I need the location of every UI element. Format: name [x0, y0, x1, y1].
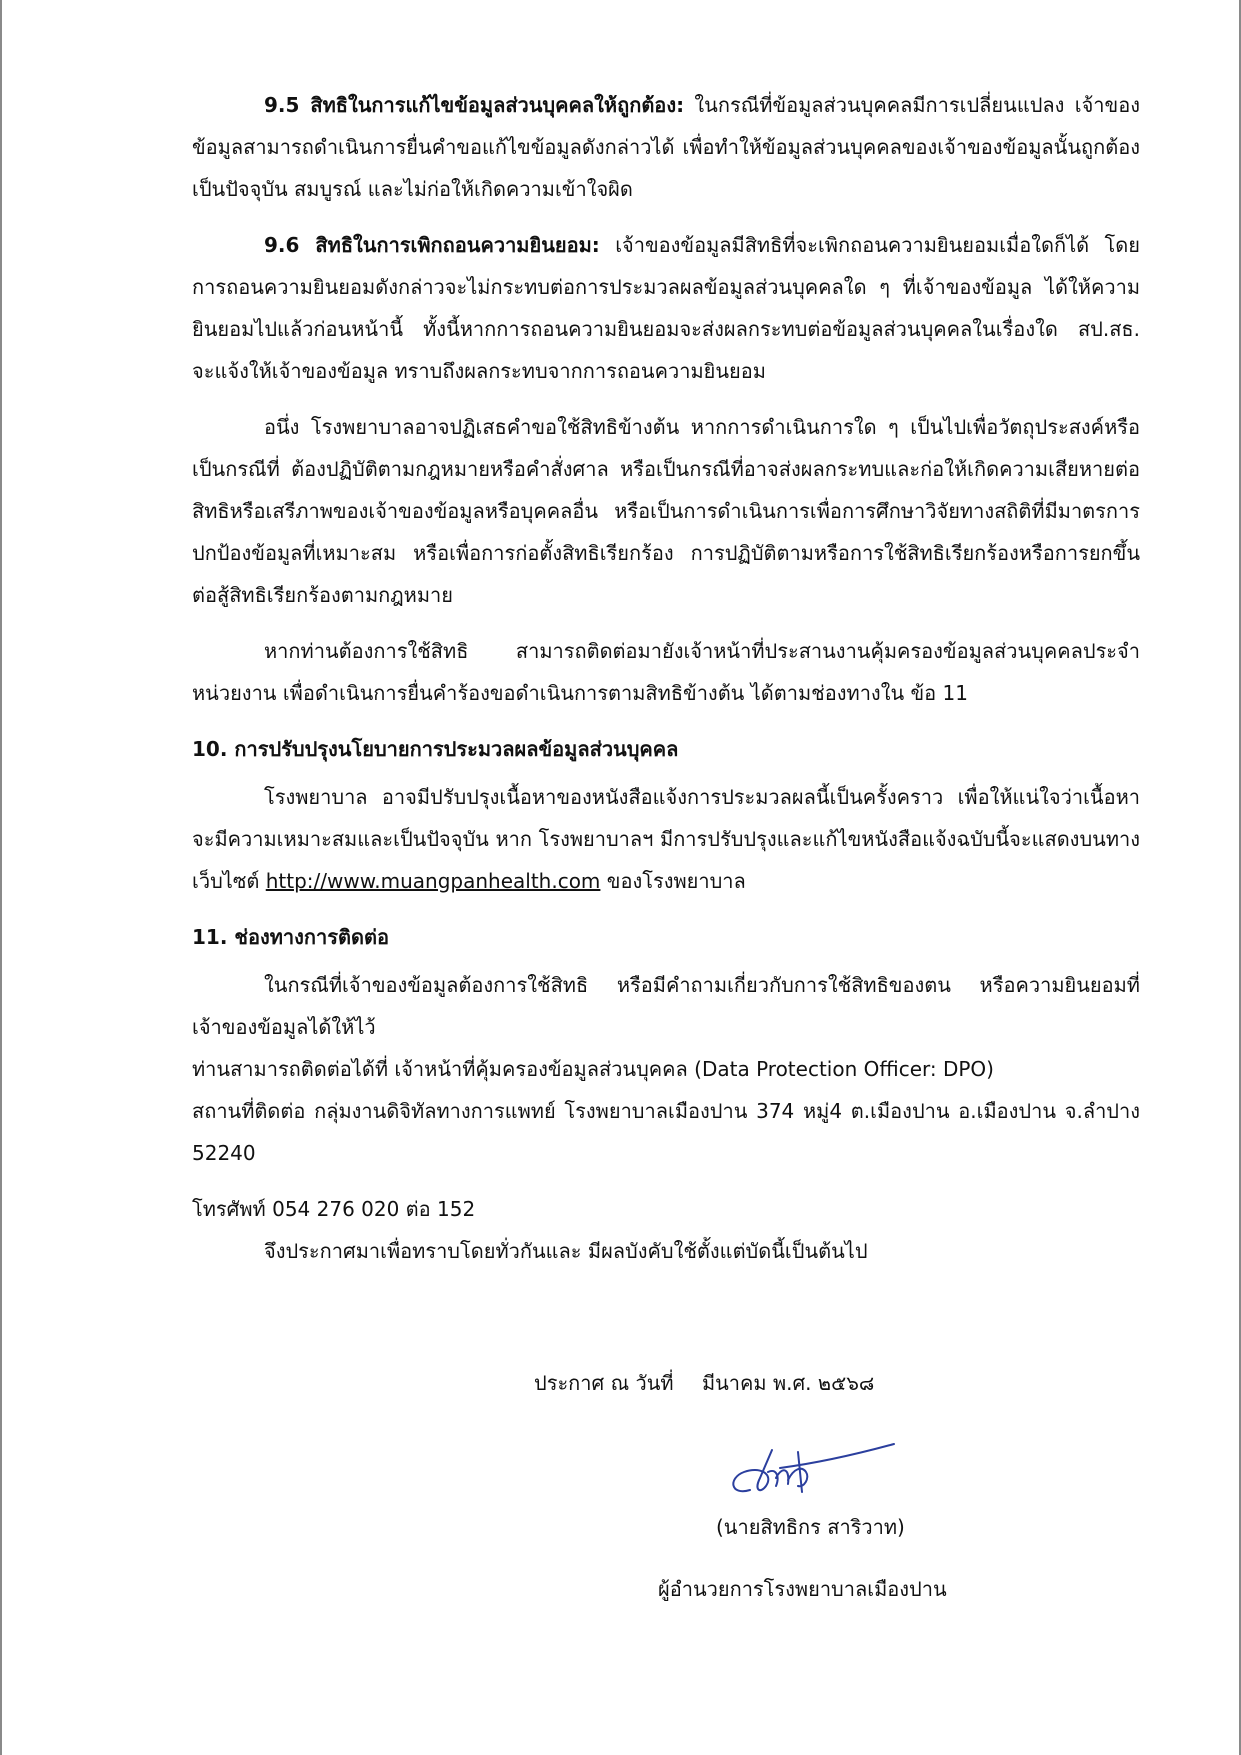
- paragraph-refusal: อนึ่ง โรงพยาบาลอาจปฏิเสธคำขอใช้สิทธิข้างต้น หากการดำเนินการใด ๆ เป็นไปเพื่อวัตถุประสงค์หรือเป็นกรณีที่ ต้องปฏิบัติตามกฎหมายหรือคำสั่งศาล หรือเป็นกรณีที่อาจส่งผลกระทบและก่อให้เกิดความเสียหายต่อสิทธิหรือเสรีภาพของเจ้าของข้อมูลหรือบุคคลอื่น หรือเป็นการดำเนินการเพื่อการศึกษาวิจัยทางสถิติที่มีมาตรการปกป้องข้อมูลที่เหมาะสม หรือเพื่อการก่อตั้งสิทธิเรียกร้อง การปฏิบัติตามหรือการใช้สิทธิเรียกร้องหรือการยกขึ้นต่อสู้สิทธิเรียกร้องตามกฎหมาย: [192, 415, 1140, 607]
- section-10-heading: 10. การปรับปรุงนโยบายการประมวลผลข้อมูลส่วนบุคคล: [192, 737, 679, 761]
- signature-image: [710, 1438, 910, 1508]
- section-9-5-heading: 9.5 สิทธิในการแก้ไขข้อมูลส่วนบุคคลให้ถูกต้อง:: [264, 93, 685, 117]
- section-9-6: [192, 224, 1140, 392]
- paragraph-contact-officer: หากท่านต้องการใช้สิทธิ สามารถติดต่อมายังเจ้าหน้าที่ประสานงานคุ้มครองข้อมูลส่วนบุคคลประจำหน่วยงาน เพื่อดำเนินการยื่นคำร้องขอดำเนินการตามสิทธิข้างต้น ได้ตามช่องทางใน ข้อ 11: [192, 639, 1140, 705]
- section-9-6-body: เจ้าของข้อมูลมีสิทธิที่จะเพิกถอนความยินยอมเมื่อใดก็ได้ โดยการถอนความยินยอมดังกล่าวจะไม่กระทบต่อการประมวลผลข้อมูลส่วนบุคคลใด ๆ ที่เจ้าของข้อมูล ได้ให้ความยินยอมไปแล้วก่อนหน้านี้ ทั้งนี้หากการถอนความยินยอมจะส่งผลกระทบต่อข้อมูลส่วนบุคคลในเรื่องใด สป.สธ. จะแจ้งให้เจ้าของข้อมูล ทราบถึงผลกระทบจากการถอนความยินยอม: [192, 233, 1140, 383]
- section-10-body-tail: ของโรงพยาบาล: [606, 869, 746, 893]
- page-edge-left: [0, 0, 2, 1755]
- section-11-closing: จึงประกาศมาเพื่อทราบโดยทั่วกันและ มีผลบังคับใช้ตั้งแต่บัดนี้เป็นต้นไป: [264, 1239, 868, 1263]
- section-9-6-heading: 9.6 สิทธิในการเพิกถอนความยินยอม:: [264, 233, 600, 257]
- section-11-contact-line: ท่านสามารถติดต่อได้ที่ เจ้าหน้าที่คุ้มครองข้อมูลส่วนบุคคล (Data Protection Officer: DPO): [192, 1057, 994, 1081]
- website-link[interactable]: http://www.muangpanhealth.com: [265, 869, 601, 893]
- section-11-intro: ในกรณีที่เจ้าของข้อมูลต้องการใช้สิทธิ หรือมีคำถามเกี่ยวกับการใช้สิทธิของตน หรือความยินยอมที่เจ้าของข้อมูลได้ให้ไว้: [192, 973, 1140, 1039]
- section-11-phone: โทรศัพท์ 054 276 020 ต่อ 152: [192, 1197, 476, 1221]
- section-10-body-text: โรงพยาบาล อาจมีปรับปรุงเนื้อหาของหนังสือแจ้งการประมวลผลนี้เป็นครั้งคราว เพื่อให้แน่ใจว่าเนื้อหาจะมีความเหมาะสมและเป็นปัจจุบัน หาก โรงพยาบาลฯ มีการปรับปรุงและแก้ไขหนังสือแจ้งฉบับนี้จะแสดงบนทางเว็บไซต์: [192, 785, 1140, 893]
- section-9-5: [192, 84, 1140, 210]
- announcement-prefix: ประกาศ ณ วันที่: [534, 1371, 674, 1395]
- document-body: [192, 84, 1140, 1272]
- signatory-name: (นายสิทธิกร สาริวาท): [716, 1515, 905, 1539]
- section-10-body: [192, 776, 1140, 902]
- signatory-position: ผู้อำนวยการโรงพยาบาลเมืองปาน: [658, 1577, 947, 1601]
- section-9-5-body: ในกรณีที่ข้อมูลส่วนบุคคลมีการเปลี่ยนแปลง เจ้าของข้อมูลสามารถดำเนินการยื่นคำขอแก้ไขข้อมูลดังกล่าวได้ เพื่อทำให้ข้อมูลส่วนบุคคลของเจ้าของข้อมูลนั้นถูกต้อง เป็นปัจจุบัน สมบูรณ์ และไม่ก่อให้เกิดความเข้าใจผิด: [192, 93, 1140, 201]
- announcement-date: [534, 1362, 896, 1404]
- announcement-month-year: มีนาคม พ.ศ. ๒๕๖๘: [701, 1371, 875, 1395]
- section-11-address: สถานที่ติดต่อ กลุ่มงานดิจิทัลทางการแพทย์ โรงพยาบาลเมืองปาน 374 หมู่4 ต.เมืองปาน อ.เมืองปาน จ.ลำปาง 52240: [192, 1099, 1140, 1165]
- section-11-heading: 11. ช่องทางการติดต่อ: [192, 925, 389, 949]
